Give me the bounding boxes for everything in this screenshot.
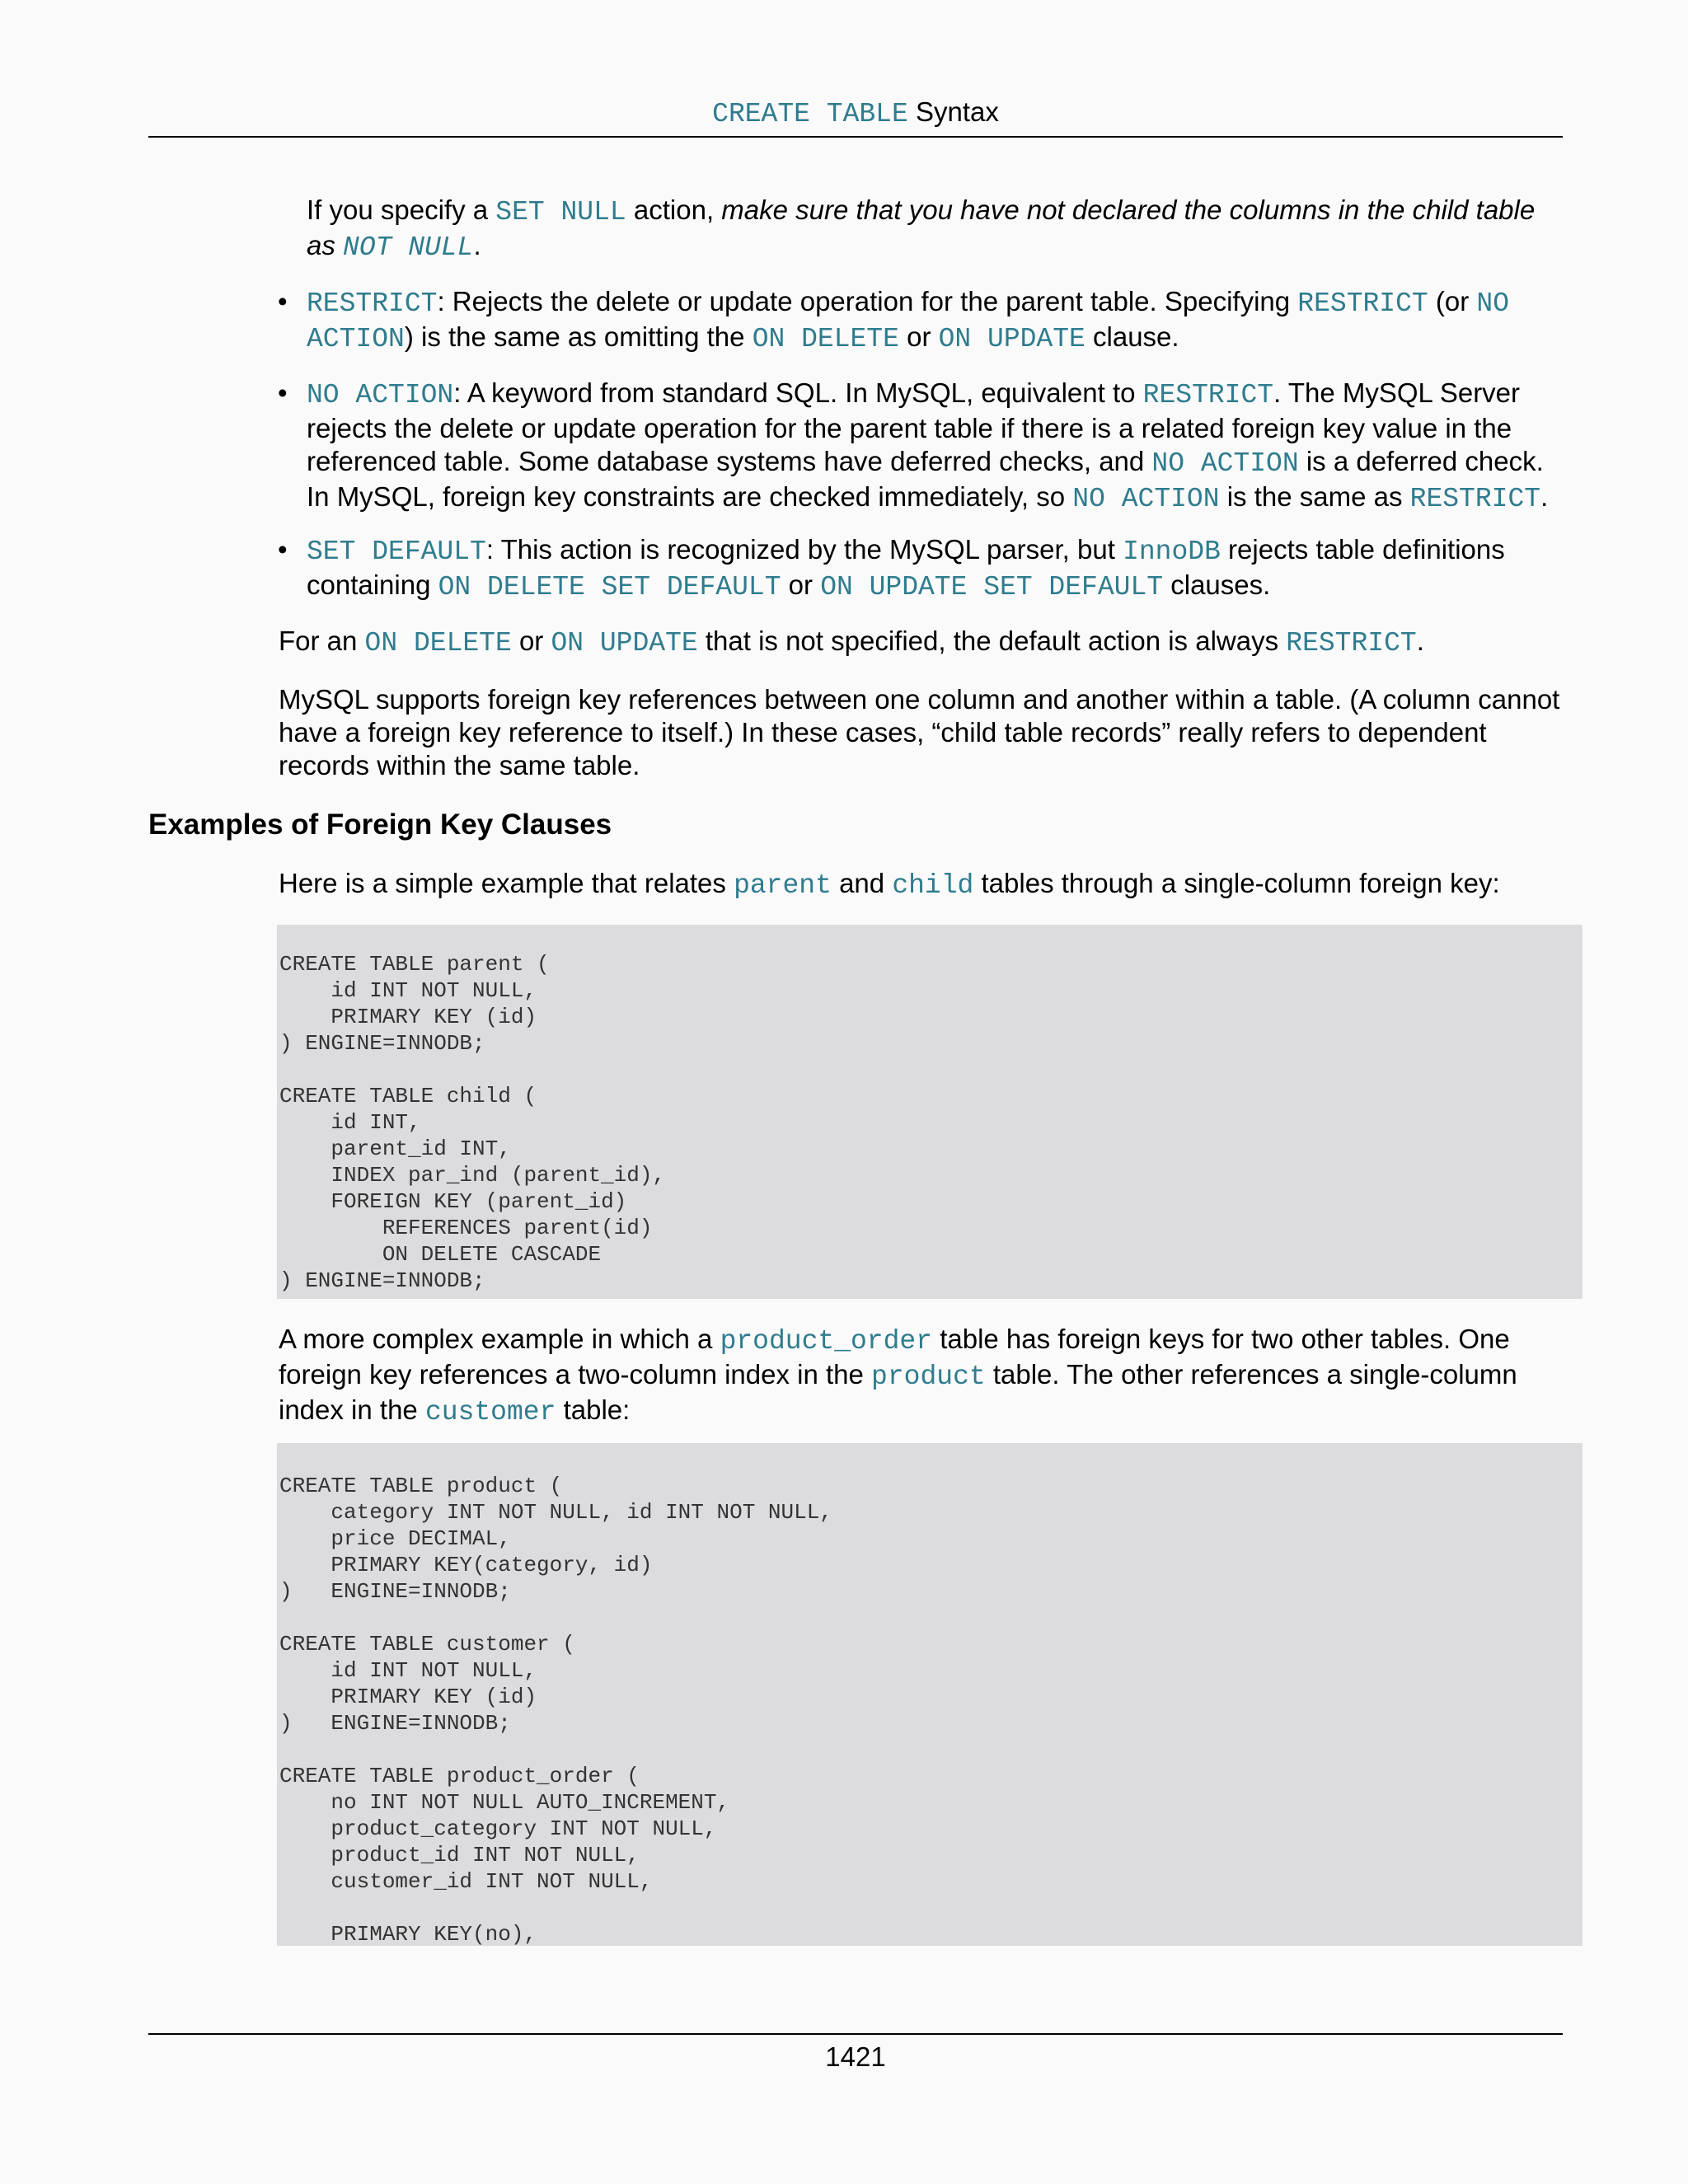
code-term: NO ACTION (1151, 448, 1299, 479)
text: action, (626, 194, 722, 225)
code-term: ON DELETE (364, 628, 512, 658)
self-reference-paragraph: MySQL supports foreign key references between one column and another within a table. (A column cannot have a foreign key reference to itself.) In these cases, “child table records” really refers to dependent records within the same table. (279, 684, 1560, 780)
text: clauses. (1163, 569, 1271, 600)
text: For an (279, 626, 365, 656)
text: : Rejects the delete or update operation for the parent table. Specifying (437, 286, 1298, 316)
default-action-paragraph (279, 625, 1568, 660)
bullet-restrict (307, 285, 1568, 356)
text: is the same as (1219, 481, 1410, 512)
code-term: RESTRICT (1286, 628, 1417, 658)
header-text: Syntax (907, 96, 999, 127)
header-rule (148, 136, 1563, 138)
emphasis-text: make sure that you have not declared the columns in the child table as (307, 194, 1536, 260)
code-term: RESTRICT (1409, 484, 1541, 514)
text: . (1416, 626, 1424, 656)
bullet-no-action (307, 377, 1568, 516)
running-header (148, 96, 1563, 131)
code-term: RESTRICT (1142, 380, 1274, 410)
text: clause. (1085, 321, 1179, 352)
text: If you specify a (307, 194, 496, 225)
bullet-set-default (307, 533, 1568, 604)
code-term: SET DEFAULT (307, 537, 486, 567)
simple-example-intro (279, 867, 1568, 902)
code-block-product-order: CREATE TABLE product ( category INT NOT NULL, id INT NOT NULL, price DECIMAL, PRIMARY KEY(category, id) ) ENGINE=INNODB; CREATE TABLE customer ( id INT NOT NULL, PRIMARY KEY (id) ) ENGINE=INNODB; CREATE TABLE product_order ( no INT NOT NULL AUTO_INCREMENT, product_category INT NOT NULL, product_id INT NOT NULL, customer_id INT NOT NULL, PRIMARY KEY(no), (277, 1443, 1582, 1946)
bullet-marker: • (278, 377, 288, 408)
code-term: ON UPDATE SET DEFAULT (820, 572, 1164, 602)
code-term: NO ACTION (307, 288, 1509, 354)
text: A more complex example in which a (279, 1324, 720, 1354)
bullet-marker: • (278, 286, 288, 316)
code-term: InnoDB (1123, 537, 1221, 567)
code-term: customer (424, 1397, 556, 1427)
text: table. The other references a single-column index in the (279, 1359, 1517, 1425)
page-number: 1421 (825, 2041, 886, 2072)
text: and (831, 868, 893, 898)
code-term: RESTRICT (1297, 288, 1428, 319)
footer-rule (148, 2033, 1563, 2035)
text: that is not specified, the default action is always (697, 626, 1287, 656)
text: or (898, 321, 939, 352)
set-null-paragraph (307, 194, 1568, 265)
text: or (781, 569, 821, 600)
code-term: NOT NULL (343, 232, 474, 263)
code-term: ON DELETE (752, 324, 899, 354)
text: (or (1428, 286, 1477, 316)
text: rejects table definitions containing (307, 534, 1505, 600)
text: : A keyword from standard SQL. In MySQL, equivalent to (453, 377, 1143, 408)
code-term: ON UPDATE (551, 628, 698, 658)
complex-example-intro (279, 1323, 1568, 1429)
text: . The MySQL Server rejects the delete or update operation for the parent table if there is a related foreign key value in the referenced table. Some database systems have deferred checks, and (307, 377, 1521, 476)
code-term: NO ACTION (1072, 484, 1220, 514)
text: . (473, 230, 481, 260)
bullet-marker: • (278, 534, 288, 565)
text: is a deferred check. In MySQL, foreign key constraints are checked immediately, so (307, 446, 1544, 512)
code-term: parent (734, 870, 832, 901)
code-term: ON UPDATE (938, 324, 1085, 354)
code-term: ON DELETE SET DEFAULT (438, 572, 781, 602)
text: ) is the same as omitting the (404, 321, 753, 352)
code-term: product (871, 1361, 986, 1392)
header-code: CREATE TABLE (712, 99, 908, 129)
text: table has foreign keys for two other tables. One foreign key references a two-column index in the (279, 1324, 1510, 1390)
code-term: product_order (720, 1326, 933, 1357)
text: or (511, 626, 551, 656)
section-heading: Examples of Foreign Key Clauses (148, 808, 612, 841)
text: Here is a simple example that relates (279, 868, 734, 898)
code-block-parent-child: CREATE TABLE parent ( id INT NOT NULL, PRIMARY KEY (id) ) ENGINE=INNODB; CREATE TABLE child ( id INT, parent_id INT, INDEX par_ind (parent_id), FOREIGN KEY (parent_id) REFERENCES parent(id) ON DELETE CASCADE ) ENGINE=INNODB; (277, 925, 1582, 1299)
code-term: SET NULL (495, 197, 626, 227)
text: . (1540, 481, 1549, 512)
text: tables through a single-column foreign key: (973, 868, 1500, 898)
text: : This action is recognized by the MySQL parser, but (485, 534, 1123, 565)
code-term: child (892, 870, 974, 901)
code-term: NO ACTION (307, 380, 454, 410)
text: table: (556, 1394, 631, 1425)
code-term: RESTRICT (307, 288, 438, 319)
